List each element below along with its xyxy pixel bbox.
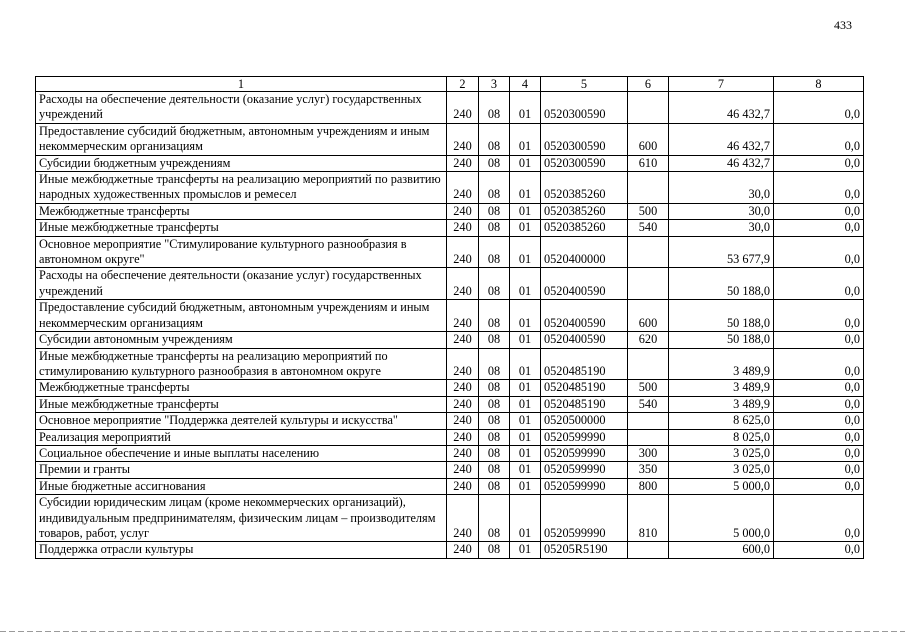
cell-col-2: 240	[447, 380, 479, 396]
cell-col-8: 0,0	[774, 203, 864, 219]
cell-col-5: 0520300590	[541, 123, 628, 155]
header-col-8: 8	[774, 77, 864, 92]
cell-col-5: 0520599990	[541, 495, 628, 542]
cell-col-6	[628, 236, 669, 268]
cell-col-3: 08	[479, 268, 510, 300]
cell-name: Расходы на обеспечение деятельности (оказание услуг) государственных учреждений	[36, 92, 447, 124]
cell-col-8: 0,0	[774, 155, 864, 171]
cell-col-5: 05205R5190	[541, 542, 628, 558]
cell-col-6: 500	[628, 380, 669, 396]
table-row	[36, 123, 864, 155]
cell-col-6: 610	[628, 155, 669, 171]
cell-col-5: 0520599990	[541, 478, 628, 494]
cell-col-6	[628, 268, 669, 300]
cell-col-6: 600	[628, 123, 669, 155]
cell-col-5: 0520300590	[541, 155, 628, 171]
table-row	[36, 300, 864, 332]
cell-col-4: 01	[510, 220, 541, 236]
cell-name: Иные межбюджетные трансферты	[36, 396, 447, 412]
cell-name: Межбюджетные трансферты	[36, 380, 447, 396]
cell-col-4: 01	[510, 300, 541, 332]
cell-col-4: 01	[510, 203, 541, 219]
cell-col-5: 0520385260	[541, 172, 628, 204]
cell-col-7: 5 000,0	[669, 478, 774, 494]
cell-col-3: 08	[479, 380, 510, 396]
cell-col-5: 0520485190	[541, 380, 628, 396]
table-row	[36, 542, 864, 558]
cell-col-3: 08	[479, 478, 510, 494]
cell-col-3: 08	[479, 123, 510, 155]
cell-col-7: 3 025,0	[669, 462, 774, 478]
cell-name: Межбюджетные трансферты	[36, 203, 447, 219]
cell-col-3: 08	[479, 445, 510, 461]
cell-col-2: 240	[447, 396, 479, 412]
cell-col-5: 0520599990	[541, 445, 628, 461]
cell-col-2: 240	[447, 332, 479, 348]
cell-col-3: 08	[479, 203, 510, 219]
table-row	[36, 413, 864, 429]
table-row	[36, 92, 864, 124]
cell-col-8: 0,0	[774, 300, 864, 332]
cell-col-6: 540	[628, 396, 669, 412]
header-col-7: 7	[669, 77, 774, 92]
header-col-1: 1	[36, 77, 447, 92]
cell-col-2: 240	[447, 495, 479, 542]
cell-col-5: 0520400000	[541, 236, 628, 268]
cell-col-2: 240	[447, 300, 479, 332]
cell-col-7: 5 000,0	[669, 495, 774, 542]
cell-col-3: 08	[479, 155, 510, 171]
cell-name: Иные межбюджетные трансферты на реализацию мероприятий по стимулированию культурного разнообразия в автономном округе	[36, 348, 447, 380]
cell-col-8: 0,0	[774, 92, 864, 124]
cell-col-3: 08	[479, 542, 510, 558]
cell-col-4: 01	[510, 172, 541, 204]
cell-col-4: 01	[510, 396, 541, 412]
cell-col-7: 8 625,0	[669, 413, 774, 429]
cell-col-2: 240	[447, 348, 479, 380]
cell-name: Реализация мероприятий	[36, 429, 447, 445]
cell-col-4: 01	[510, 123, 541, 155]
cell-name: Иные бюджетные ассигнования	[36, 478, 447, 494]
cell-name: Субсидии бюджетным учреждениям	[36, 155, 447, 171]
cell-col-7: 8 025,0	[669, 429, 774, 445]
cell-name: Иные межбюджетные трансферты	[36, 220, 447, 236]
table-row	[36, 445, 864, 461]
cell-col-2: 240	[447, 236, 479, 268]
cell-col-4: 01	[510, 332, 541, 348]
cell-col-4: 01	[510, 155, 541, 171]
table-row	[36, 429, 864, 445]
cell-col-6: 300	[628, 445, 669, 461]
cell-col-7: 3 489,9	[669, 380, 774, 396]
cell-col-8: 0,0	[774, 123, 864, 155]
header-col-5: 5	[541, 77, 628, 92]
cell-name: Премии и гранты	[36, 462, 447, 478]
cell-col-2: 240	[447, 155, 479, 171]
header-col-4: 4	[510, 77, 541, 92]
cell-col-5: 0520300590	[541, 92, 628, 124]
cell-col-3: 08	[479, 396, 510, 412]
cell-col-5: 0520400590	[541, 300, 628, 332]
cell-name: Предоставление субсидий бюджетным, автономным учреждениям и иным некоммерческим организациям	[36, 300, 447, 332]
cell-col-8: 0,0	[774, 396, 864, 412]
cell-name: Субсидии юридическим лицам (кроме некоммерческих организаций), индивидуальным предпринимателям, физическим лицам – производителям товаров, работ, услуг	[36, 495, 447, 542]
cell-col-2: 240	[447, 429, 479, 445]
cell-col-3: 08	[479, 495, 510, 542]
table-body	[36, 92, 864, 559]
cell-col-4: 01	[510, 348, 541, 380]
cell-col-7: 3 489,9	[669, 396, 774, 412]
cell-col-7: 46 432,7	[669, 155, 774, 171]
cell-col-6	[628, 172, 669, 204]
table-row	[36, 172, 864, 204]
cell-col-8: 0,0	[774, 542, 864, 558]
cell-name: Основное мероприятие "Стимулирование культурного разнообразия в автономном округе"	[36, 236, 447, 268]
cell-name: Основное мероприятие "Поддержка деятелей культуры и искусства"	[36, 413, 447, 429]
cell-col-5: 0520599990	[541, 429, 628, 445]
table-row	[36, 236, 864, 268]
cell-col-7: 46 432,7	[669, 123, 774, 155]
cell-col-4: 01	[510, 236, 541, 268]
cell-col-5: 0520400590	[541, 268, 628, 300]
cell-col-7: 50 188,0	[669, 268, 774, 300]
table-row	[36, 220, 864, 236]
cell-col-5: 0520485190	[541, 348, 628, 380]
cell-col-4: 01	[510, 380, 541, 396]
table-row	[36, 332, 864, 348]
cell-col-7: 53 677,9	[669, 236, 774, 268]
cell-col-7: 30,0	[669, 220, 774, 236]
cell-col-7: 46 432,7	[669, 92, 774, 124]
cell-col-6: 600	[628, 300, 669, 332]
cell-col-8: 0,0	[774, 236, 864, 268]
cell-col-8: 0,0	[774, 380, 864, 396]
cell-name: Поддержка отрасли культуры	[36, 542, 447, 558]
table-header-row	[36, 77, 864, 92]
scan-edge-line	[0, 631, 905, 632]
cell-col-4: 01	[510, 268, 541, 300]
cell-col-4: 01	[510, 413, 541, 429]
cell-col-8: 0,0	[774, 495, 864, 542]
cell-col-7: 50 188,0	[669, 332, 774, 348]
cell-col-2: 240	[447, 413, 479, 429]
cell-col-4: 01	[510, 92, 541, 124]
cell-col-5: 0520385260	[541, 203, 628, 219]
cell-col-7: 50 188,0	[669, 300, 774, 332]
cell-name: Иные межбюджетные трансферты на реализацию мероприятий по развитию народных художественных промыслов и ремесел	[36, 172, 447, 204]
cell-col-2: 240	[447, 123, 479, 155]
cell-col-6: 540	[628, 220, 669, 236]
page-number: 433	[834, 18, 852, 32]
cell-col-3: 08	[479, 332, 510, 348]
cell-col-6	[628, 92, 669, 124]
cell-col-3: 08	[479, 462, 510, 478]
cell-col-8: 0,0	[774, 332, 864, 348]
cell-col-7: 3 489,9	[669, 348, 774, 380]
header-col-2: 2	[447, 77, 479, 92]
cell-col-5: 0520400590	[541, 332, 628, 348]
cell-col-5: 0520485190	[541, 396, 628, 412]
cell-col-2: 240	[447, 92, 479, 124]
cell-col-6: 810	[628, 495, 669, 542]
cell-col-2: 240	[447, 462, 479, 478]
cell-col-3: 08	[479, 172, 510, 204]
table-row	[36, 462, 864, 478]
table-row	[36, 495, 864, 542]
cell-col-3: 08	[479, 348, 510, 380]
table-row	[36, 203, 864, 219]
cell-col-6	[628, 413, 669, 429]
cell-col-4: 01	[510, 542, 541, 558]
table-row	[36, 478, 864, 494]
cell-col-6	[628, 429, 669, 445]
cell-name: Социальное обеспечение и иные выплаты населению	[36, 445, 447, 461]
table-row	[36, 268, 864, 300]
cell-col-2: 240	[447, 478, 479, 494]
cell-col-8: 0,0	[774, 413, 864, 429]
cell-col-7: 600,0	[669, 542, 774, 558]
cell-col-3: 08	[479, 92, 510, 124]
cell-col-4: 01	[510, 462, 541, 478]
cell-col-8: 0,0	[774, 478, 864, 494]
cell-col-8: 0,0	[774, 220, 864, 236]
header-col-3: 3	[479, 77, 510, 92]
cell-col-6: 800	[628, 478, 669, 494]
cell-col-7: 30,0	[669, 172, 774, 204]
budget-table	[35, 76, 864, 559]
cell-col-4: 01	[510, 495, 541, 542]
cell-col-7: 30,0	[669, 203, 774, 219]
cell-col-3: 08	[479, 300, 510, 332]
cell-col-2: 240	[447, 268, 479, 300]
cell-col-5: 0520599990	[541, 462, 628, 478]
cell-col-5: 0520385260	[541, 220, 628, 236]
table-row	[36, 348, 864, 380]
cell-col-5: 0520500000	[541, 413, 628, 429]
cell-col-6	[628, 348, 669, 380]
table-row	[36, 380, 864, 396]
cell-col-4: 01	[510, 445, 541, 461]
cell-col-2: 240	[447, 172, 479, 204]
cell-col-8: 0,0	[774, 348, 864, 380]
cell-col-4: 01	[510, 478, 541, 494]
table-row	[36, 396, 864, 412]
cell-col-8: 0,0	[774, 445, 864, 461]
cell-col-6: 620	[628, 332, 669, 348]
cell-col-7: 3 025,0	[669, 445, 774, 461]
table-row	[36, 155, 864, 171]
cell-name: Субсидии автономным учреждениям	[36, 332, 447, 348]
cell-col-2: 240	[447, 445, 479, 461]
header-col-6: 6	[628, 77, 669, 92]
cell-col-4: 01	[510, 429, 541, 445]
cell-col-3: 08	[479, 413, 510, 429]
cell-col-3: 08	[479, 220, 510, 236]
cell-name: Предоставление субсидий бюджетным, автономным учреждениям и иным некоммерческим организациям	[36, 123, 447, 155]
cell-col-3: 08	[479, 429, 510, 445]
cell-col-2: 240	[447, 203, 479, 219]
cell-col-6	[628, 542, 669, 558]
cell-col-6: 350	[628, 462, 669, 478]
cell-col-8: 0,0	[774, 268, 864, 300]
cell-name: Расходы на обеспечение деятельности (оказание услуг) государственных учреждений	[36, 268, 447, 300]
cell-col-8: 0,0	[774, 172, 864, 204]
cell-col-8: 0,0	[774, 429, 864, 445]
cell-col-2: 240	[447, 220, 479, 236]
cell-col-8: 0,0	[774, 462, 864, 478]
cell-col-6: 500	[628, 203, 669, 219]
cell-col-2: 240	[447, 542, 479, 558]
cell-col-3: 08	[479, 236, 510, 268]
